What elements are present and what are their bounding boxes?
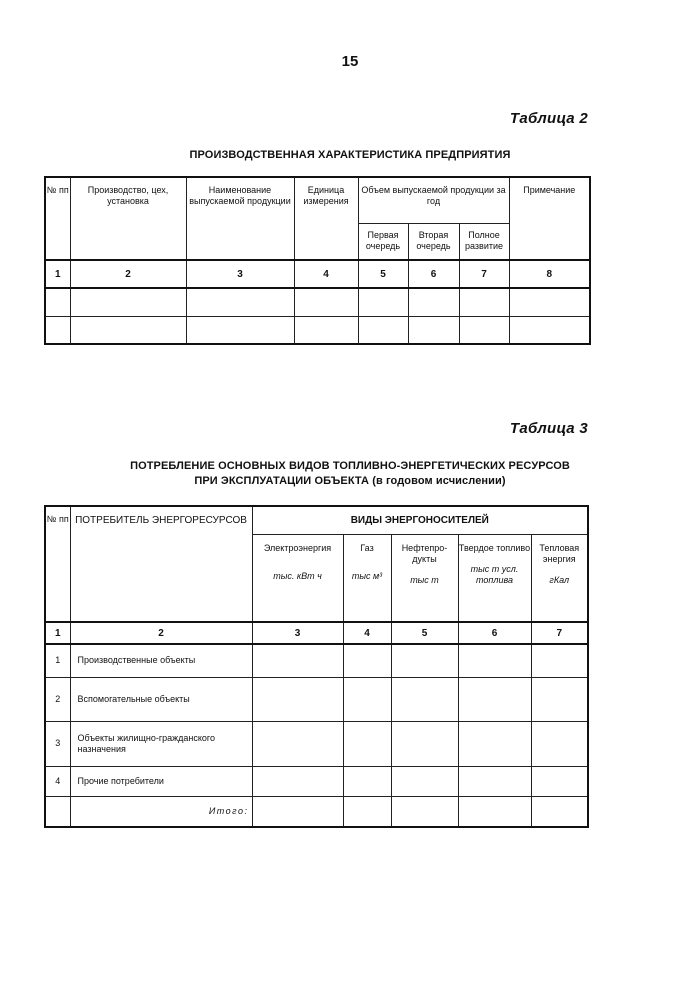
t3-type-gas [343,534,391,622]
table-cell [408,316,459,344]
t3-type-name: Газ [360,542,374,553]
table-row [45,288,590,316]
t2-subheader-full: Полное развитие [459,223,509,260]
table-cell [358,316,408,344]
table-cell [458,796,531,827]
t3-type-unit: тыс м³ [351,570,383,581]
table-cell [458,644,531,677]
t3-type-electricity [252,534,343,622]
table-cell [531,721,588,766]
table-cell [343,721,391,766]
t2-colnum: 4 [294,260,358,288]
t3-colnum: 6 [458,622,531,644]
table-cell [252,677,343,721]
table-cell [459,316,509,344]
t2-colnum: 8 [509,260,590,288]
t3-colnum: 3 [252,622,343,644]
t2-colnum: 1 [45,260,70,288]
table-cell [343,796,391,827]
table-cell [70,316,186,344]
total-label: Итого: [70,796,252,827]
table-row [45,316,590,344]
table-cell [45,316,70,344]
table-cell [294,316,358,344]
t3-colnum: 1 [45,622,70,644]
table2-title: ПРОИЗВОДСТВЕННАЯ ХАРАКТЕРИСТИКА ПРЕДПРИЯТИЯ [189,149,511,161]
table-cell [459,288,509,316]
t3-header-carriers: ВИДЫ ЭНЕРГОНОСИТЕЛЕЙ [252,506,588,534]
t2-header-unit: Единица измерения [294,177,358,260]
table2-caption: Таблица 2 [509,110,588,127]
table3-title-line1: ПОТРЕБЛЕНИЕ ОСНОВНЫХ ВИДОВ ТОПЛИВНО-ЭНЕРГЕТИЧЕСКИХ РЕСУРСОВ [130,460,570,472]
t2-subheader-first: Первая очередь [358,223,408,260]
table-cell [531,677,588,721]
table-row [45,644,588,677]
table-cell [509,316,590,344]
t3-type-name: Нефтепро-дукты [401,542,448,564]
table-cell [391,766,458,796]
t3-colnum: 5 [391,622,458,644]
table-row [45,766,588,796]
t2-colnum: 7 [459,260,509,288]
row-label: Прочие потребители [70,766,252,796]
t3-colnum: 2 [70,622,252,644]
table3-caption: Таблица 3 [509,420,588,437]
table-cell [252,766,343,796]
page-number: 15 [341,53,359,70]
table-cell [458,677,531,721]
row-number: 2 [45,677,70,721]
t2-header-production: Производство, цех, установка [70,177,186,260]
t2-colnum: 3 [186,260,294,288]
table-cell [531,796,588,827]
t3-type-name: Электроэнергия [263,542,332,553]
t2-header-volume: Объем выпускаемой продукции за год [358,177,509,223]
table-cell [391,677,458,721]
t3-type-unit: тыс. кВт ч [273,570,322,581]
t3-header-consumer: ПОТРЕБИТЕЛЬ ЭНЕРГОРЕСУРСОВ [70,506,252,622]
t2-header-product-name: Наименование выпускаемой продукции [186,177,294,260]
table3-title-line2: ПРИ ЭКСПЛУАТАЦИИ ОБЪЕКТА (в годовом исчислении) [194,475,506,487]
table-cell [391,644,458,677]
table-cell [186,288,294,316]
t2-colnum: 6 [408,260,459,288]
table-cell [252,796,343,827]
table2 [44,176,591,345]
table-row-total [45,796,588,827]
table-row [45,721,588,766]
table-cell [343,644,391,677]
table-cell [391,796,458,827]
table-cell [391,721,458,766]
table-cell [358,288,408,316]
table-cell [70,288,186,316]
t3-colnum: 7 [531,622,588,644]
row-number: 1 [45,644,70,677]
row-label: Объекты жилищно-гражданского назначения [70,721,252,766]
t3-colnum: 4 [343,622,391,644]
table-cell [531,766,588,796]
t3-type-unit: тыс т [410,574,439,585]
table-row [45,677,588,721]
table-cell [408,288,459,316]
table-cell [343,766,391,796]
table-cell [45,288,70,316]
t3-type-name: Тепловая энергия [539,542,580,564]
row-number: 3 [45,721,70,766]
table-cell [509,288,590,316]
table-cell [252,644,343,677]
t2-header-num: № пп [45,177,70,260]
table-cell [252,721,343,766]
row-number: 4 [45,766,70,796]
table-cell [186,316,294,344]
t2-colnum: 2 [70,260,186,288]
t3-header-num: № пп [45,506,70,622]
table-cell [294,288,358,316]
row-label: Производственные объекты [70,644,252,677]
t2-header-note: Примечание [509,177,590,260]
table-cell [531,644,588,677]
t3-type-oil [391,534,458,622]
t3-type-name: Твердое топливо [458,542,531,553]
table-cell [343,677,391,721]
table-cell [45,796,70,827]
table-cell [458,766,531,796]
table3 [44,505,589,828]
t3-type-unit: тыс т усл. топлива [470,563,519,585]
t3-type-unit: гКал [549,574,570,585]
row-label: Вспомогательные объекты [70,677,252,721]
table-cell [458,721,531,766]
t3-type-heat [531,534,588,622]
t2-colnum: 5 [358,260,408,288]
t3-type-solid-fuel [458,534,531,622]
t2-subheader-second: Вторая очередь [408,223,459,260]
